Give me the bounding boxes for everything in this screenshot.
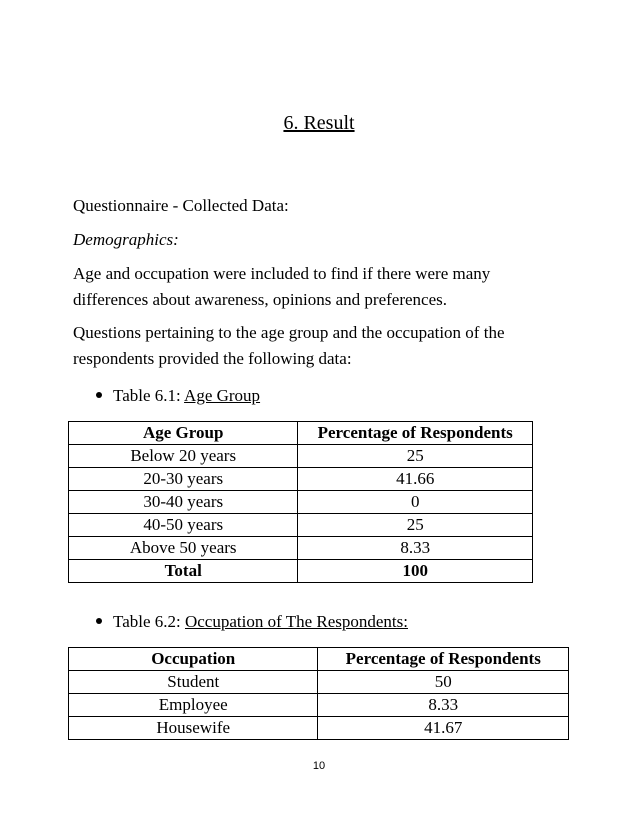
intro-paragraph (73, 261, 573, 313)
table-cell: 41.67 (318, 717, 569, 740)
table-row (69, 514, 533, 537)
table1-caption-prefix: Table 6.1: (113, 386, 185, 405)
questions-line: Questions pertaining to the age group and the occupation of the (73, 323, 505, 342)
table-cell: Above 50 years (69, 537, 298, 560)
table2-caption (96, 610, 408, 634)
table-row (69, 537, 533, 560)
table-row (69, 694, 569, 717)
table-row (69, 468, 533, 491)
header-cell: Percentage of Respondents (318, 648, 569, 671)
table-row (69, 445, 533, 468)
table2-caption-title: Occupation of The Respondents: (184, 612, 408, 631)
collected-data-label: Questionnaire - Collected Data: (73, 196, 289, 215)
table-cell: 25 (298, 445, 533, 468)
page-number: 10 (312, 760, 326, 772)
table-header-row (69, 422, 533, 445)
table-cell: 30-40 years (69, 491, 298, 514)
table-cell: Below 20 years (69, 445, 298, 468)
bullet-icon (96, 618, 102, 624)
age-group-table (68, 421, 533, 583)
table-cell: Housewife (69, 717, 318, 740)
intro-line: differences about awareness, opinions and preferences. (73, 290, 447, 309)
table-cell: 41.66 (298, 468, 533, 491)
table-cell: 20-30 years (69, 468, 298, 491)
table-row (69, 491, 533, 514)
table2-caption-prefix: Table 6.2: (113, 612, 185, 631)
table1-caption-title: Age Group (184, 386, 261, 405)
table-cell: Student (69, 671, 318, 694)
table-cell: 25 (298, 514, 533, 537)
table-cell: 50 (318, 671, 569, 694)
questions-paragraph (73, 320, 573, 372)
header-cell: Occupation (69, 648, 318, 671)
bullet-icon (96, 392, 102, 398)
questions-line: respondents provided the following data: (73, 349, 352, 368)
header-cell: Age Group (69, 422, 298, 445)
total-value-cell: 100 (298, 560, 533, 583)
table-row (69, 671, 569, 694)
total-label-cell: Total (69, 560, 298, 583)
demographics-subheading: Demographics: (73, 230, 179, 249)
table1-caption (96, 384, 260, 408)
occupation-table (68, 647, 569, 740)
table-cell: Employee (69, 694, 318, 717)
table-cell: 8.33 (298, 537, 533, 560)
table-row (69, 717, 569, 740)
header-cell: Percentage of Respondents (298, 422, 533, 445)
table-cell: 40-50 years (69, 514, 298, 537)
table-total-row (69, 560, 533, 583)
intro-line: Age and occupation were included to find if there were many (73, 264, 491, 283)
table-cell: 0 (298, 491, 533, 514)
table-header-row (69, 648, 569, 671)
section-heading: 6. Result (283, 112, 355, 134)
table-cell: 8.33 (318, 694, 569, 717)
